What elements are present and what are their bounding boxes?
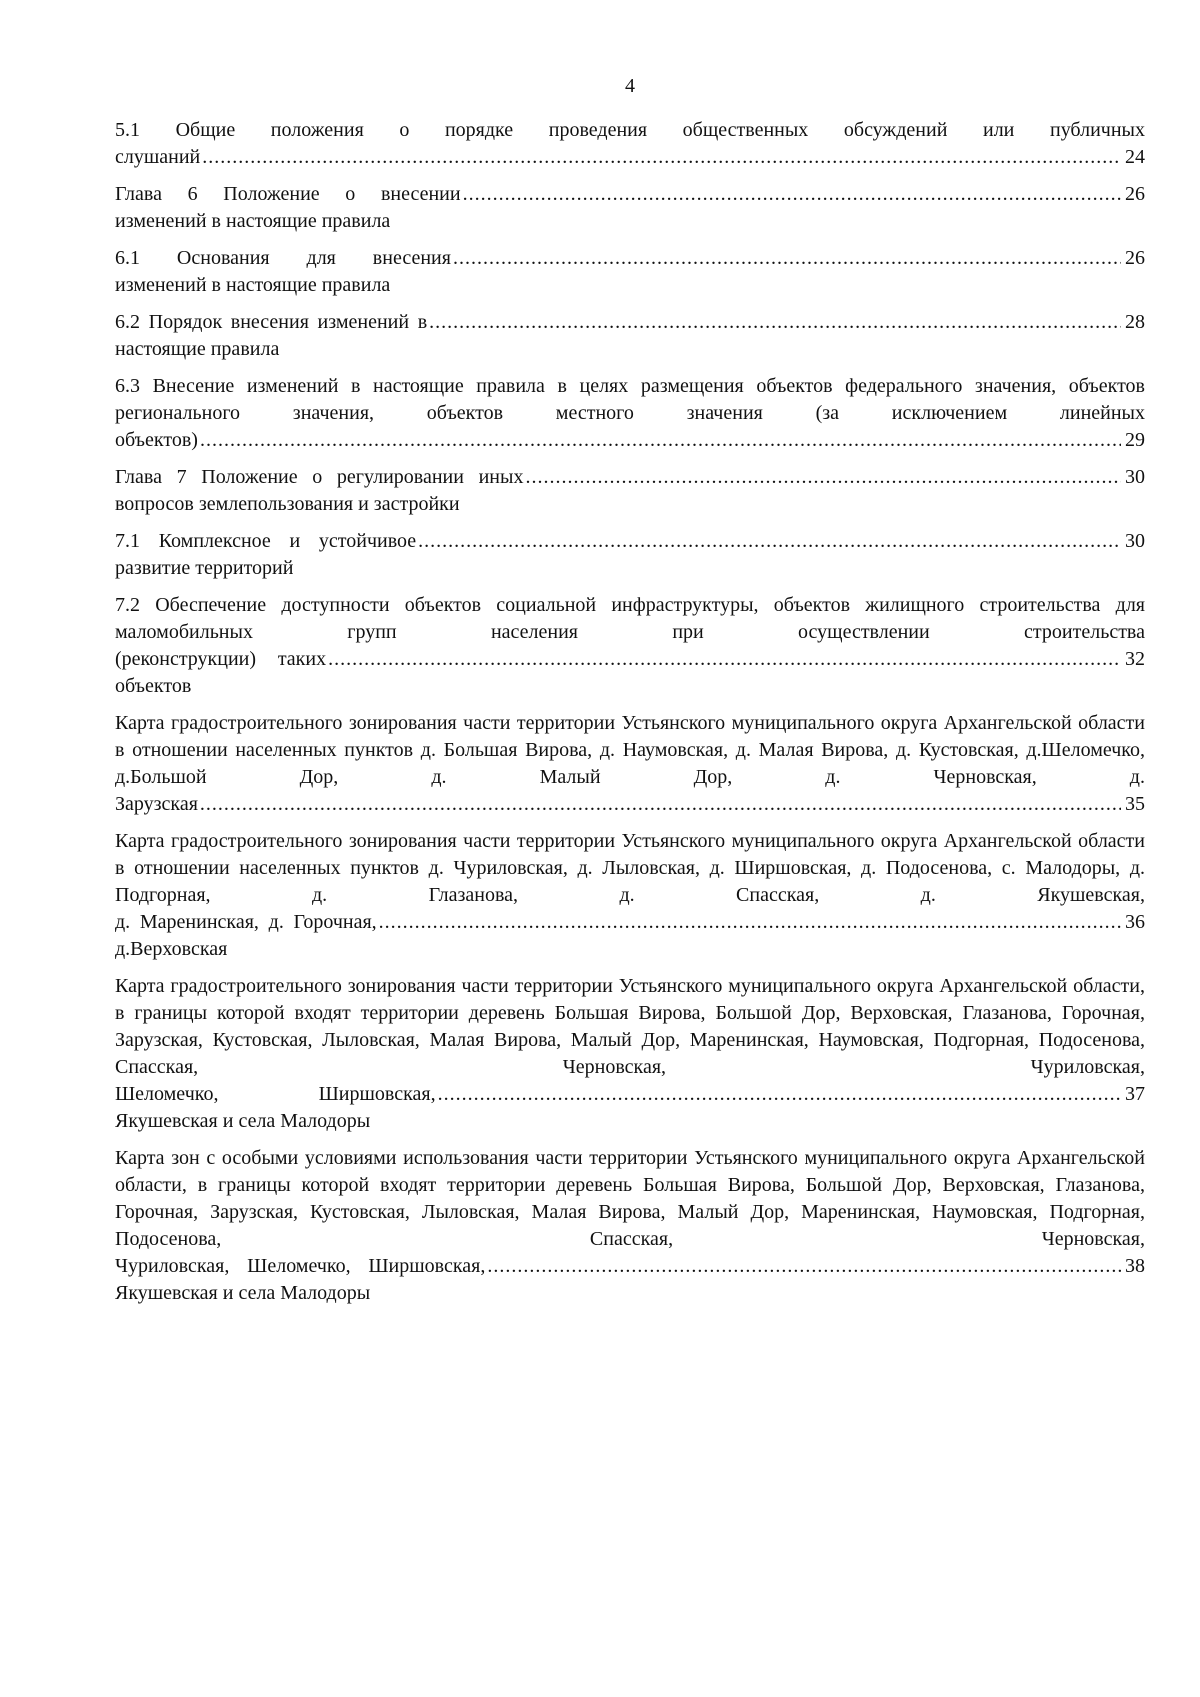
dot-leader xyxy=(418,528,1121,555)
toc-entry-text-end: Чуриловская, Шеломечко, Ширшовская, Якушевская и села Малодоры xyxy=(115,1255,486,1304)
toc-entry-text: Глава 7 Положение о регулировании иных вопросов землепользования и застройки xyxy=(115,466,524,515)
toc-entry-text: Карта градостроительного зонирования части территории Устьянского муниципального округа Архангельской области в отношении населенных пунктов д. Чуриловская, д. Лыловская, д. Ширшовская, д. Подосенова, с. Малодоры, д. Подгорная, д. Глазанова, д. Спасская, д. Якушевская, xyxy=(115,830,1145,906)
toc-entry-6-1[interactable] xyxy=(115,245,1145,299)
dot-leader xyxy=(328,646,1121,673)
toc-entry-text: 6.3 Внесение изменений в настоящие правила в целях размещения объектов федерального значения, объектов регионального значения, объектов местного значения (за исключением линейных xyxy=(115,375,1145,424)
toc-page-number: 24 xyxy=(1125,146,1145,168)
toc-page-number: 30 xyxy=(1125,530,1145,552)
toc-entry-6-2[interactable] xyxy=(115,309,1145,363)
toc-entry-text: Карта градостроительного зонирования части территории Устьянского муниципального округа Архангельской области в отношении населенных пунктов д. Большая Вирова, д. Наумовская, д. Малая Вирова, д. Кустовская, д.Шеломечко, д.Большой Дор, д. Малый Дор, д. Черновская, д. xyxy=(115,712,1145,788)
toc-page-number: 29 xyxy=(1125,429,1145,451)
toc-entry-5-1[interactable] xyxy=(115,117,1145,171)
toc-entry-7-1[interactable] xyxy=(115,528,1145,582)
toc-entry-text-end: Шеломечко, Ширшовская, Якушевская и села Малодоры xyxy=(115,1083,436,1132)
toc-entry-text-end: слушаний xyxy=(115,146,201,168)
toc-page-number: 35 xyxy=(1125,793,1145,815)
dot-leader xyxy=(379,909,1121,936)
toc-entry-chapter-7[interactable] xyxy=(115,464,1145,518)
toc-entry-text: 6.2 Порядок внесения изменений в настоящие правила xyxy=(115,311,428,360)
dot-leader xyxy=(487,1253,1121,1280)
toc-entry-text: Карта зон с особыми условиями использования части территории Устьянского муниципального округа Архангельской области, в границы которой входят территории деревень Большая Вирова, Большой Дор, Верховская, Глазанова, Горочная, Зарузская, Кустовская, Лыловская, Малая Вирова, Малый Дор, Маренинская, Наумовская, Подгорная, Подосенова, Спасская, Черновская, xyxy=(115,1147,1145,1250)
toc-page-number: 37 xyxy=(1125,1083,1145,1105)
toc-page-number: 28 xyxy=(1125,311,1145,333)
dot-leader xyxy=(200,791,1121,818)
toc-entry-text: 6.1 Основания для внесения изменений в настоящие правила xyxy=(115,247,451,296)
toc-entry-map-2[interactable] xyxy=(115,828,1145,963)
toc-page-number: 26 xyxy=(1125,183,1145,205)
toc-entry-text-end: объектов) xyxy=(115,429,198,451)
dot-leader xyxy=(429,309,1121,336)
dot-leader xyxy=(200,427,1121,454)
dot-leader xyxy=(438,1081,1121,1108)
toc-entry-map-1[interactable] xyxy=(115,710,1145,818)
toc-page-number: 32 xyxy=(1125,648,1145,670)
table-of-contents xyxy=(115,117,1145,1317)
toc-entry-6-3[interactable] xyxy=(115,373,1145,454)
toc-entry-text-end: д. Маренинская, д. Горочная, д.Верховская xyxy=(115,911,377,960)
toc-page-number: 36 xyxy=(1125,911,1145,933)
toc-entry-text: Глава 6 Положение о внесении изменений в настоящие правила xyxy=(115,183,461,232)
dot-leader xyxy=(453,245,1121,272)
toc-entry-text: 7.1 Комплексное и устойчивое развитие территорий xyxy=(115,530,417,579)
toc-entry-chapter-6[interactable] xyxy=(115,181,1145,235)
toc-entry-text: 5.1 Общие положения о порядке проведения общественных обсуждений или публичных xyxy=(115,119,1145,141)
toc-entry-map-4[interactable] xyxy=(115,1145,1145,1307)
toc-entry-7-2[interactable] xyxy=(115,592,1145,700)
page-number: 4 xyxy=(625,75,635,97)
toc-entry-map-3[interactable] xyxy=(115,973,1145,1135)
toc-entry-text: 7.2 Обеспечение доступности объектов социальной инфраструктуры, объектов жилищного строительства для маломобильных групп населения при осуществлении строительства xyxy=(115,594,1145,643)
dot-leader xyxy=(525,464,1121,491)
toc-entry-text-end: (реконструкции) таких объектов xyxy=(115,648,327,697)
dot-leader xyxy=(202,144,1121,171)
toc-page-number: 38 xyxy=(1125,1255,1145,1277)
toc-page-number: 30 xyxy=(1125,466,1145,488)
toc-page-number: 26 xyxy=(1125,247,1145,269)
toc-entry-text: Карта градостроительного зонирования части территории Устьянского муниципального округа Архангельской области, в границы которой входят территории деревень Большая Вирова, Большой Дор, Верховская, Глазанова, Горочная, Зарузская, Кустовская, Лыловская, Малая Вирова, Малый Дор, Маренинская, Наумовская, Подгорная, Подосенова, Спасская, Черновская, Чуриловская, xyxy=(115,975,1145,1078)
dot-leader xyxy=(463,181,1121,208)
toc-entry-text-end: Зарузская xyxy=(115,793,198,815)
